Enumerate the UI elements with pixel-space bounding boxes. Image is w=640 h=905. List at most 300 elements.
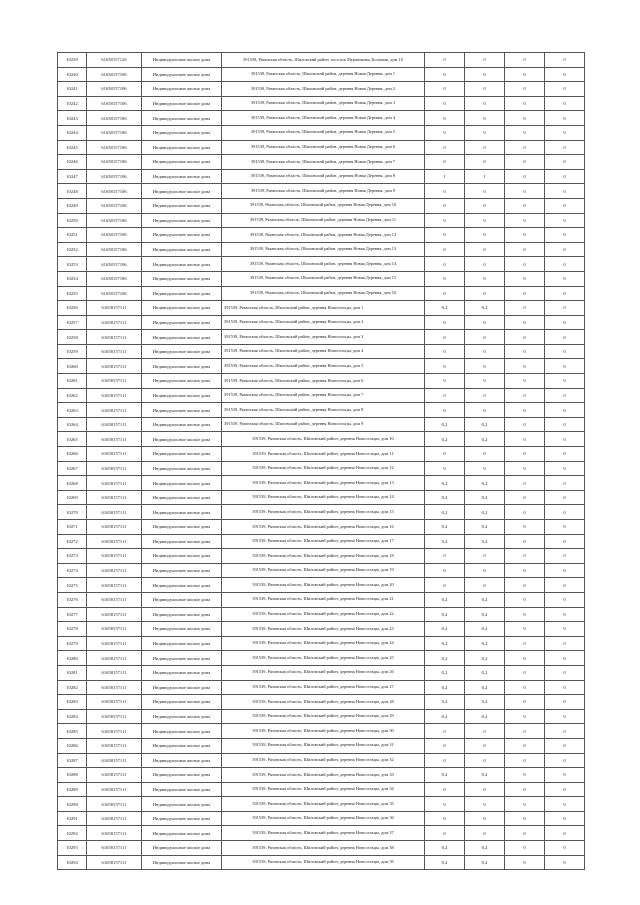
address-cell: 391539, Рязанская область, Шиловский район, деревня Новая Деревня, дом 14	[222, 257, 425, 272]
value-cell-3: 0	[505, 841, 545, 856]
value-cell-4: 0	[545, 301, 585, 316]
value-cell-4: 0	[545, 490, 585, 505]
address-cell: 391539, Рязанская область, Шиловский район, деревня Новосельцы, дом 19	[222, 563, 425, 578]
value-cell-2: 0,2	[465, 680, 505, 695]
row-id-cell: 10284	[58, 709, 87, 724]
value-cell-2: 0	[465, 738, 505, 753]
oktmo-code-cell: 61658157111	[87, 782, 142, 797]
building-type-cell: Индивидуальные жилые дома	[142, 782, 222, 797]
value-cell-4: 0	[545, 96, 585, 111]
row-id-cell: 10260	[58, 359, 87, 374]
building-type-cell: Индивидуальные жилые дома	[142, 359, 222, 374]
value-cell-1: 0	[425, 213, 465, 228]
value-cell-2: 0	[465, 96, 505, 111]
value-cell-1: 0,2	[425, 432, 465, 447]
value-cell-2: 0	[465, 228, 505, 243]
oktmo-code-cell: 61658157106	[87, 125, 142, 140]
value-cell-2: 0	[465, 111, 505, 126]
row-id-cell: 10241	[58, 82, 87, 97]
table-body	[58, 53, 585, 870]
value-cell-3: 0	[505, 213, 545, 228]
value-cell-1: 0	[425, 271, 465, 286]
value-cell-1: 0	[425, 461, 465, 476]
oktmo-code-cell: 61658157111	[87, 768, 142, 783]
value-cell-3: 0	[505, 359, 545, 374]
building-type-cell: Индивидуальные жилые дома	[142, 841, 222, 856]
value-cell-3: 0	[505, 724, 545, 739]
value-cell-3: 0	[505, 228, 545, 243]
value-cell-1: 0	[425, 257, 465, 272]
table-row	[58, 257, 585, 272]
table-row	[58, 724, 585, 739]
value-cell-4: 0	[545, 695, 585, 710]
value-cell-3: 0	[505, 447, 545, 462]
building-type-cell: Индивидуальные жилые дома	[142, 184, 222, 199]
value-cell-3: 0	[505, 67, 545, 82]
row-id-cell: 10294	[58, 855, 87, 870]
value-cell-2: 0	[465, 549, 505, 564]
value-cell-2: 0	[465, 155, 505, 170]
address-cell: 391539, Рязанская область, Шиловский район, деревня Новосельцы, дом 12	[222, 461, 425, 476]
value-cell-3: 0	[505, 476, 545, 491]
value-cell-1: 0	[425, 724, 465, 739]
row-id-cell: 10268	[58, 476, 87, 491]
row-id-cell: 10240	[58, 67, 87, 82]
document-table-container	[57, 52, 584, 870]
value-cell-3: 0	[505, 826, 545, 841]
value-cell-3: 0	[505, 490, 545, 505]
value-cell-4: 0	[545, 271, 585, 286]
oktmo-code-cell: 61658157126	[87, 53, 142, 68]
oktmo-code-cell: 61658157111	[87, 753, 142, 768]
oktmo-code-cell: 61658157111	[87, 374, 142, 389]
table-row	[58, 549, 585, 564]
value-cell-3: 0	[505, 782, 545, 797]
value-cell-2: 0	[465, 315, 505, 330]
address-cell: 391539, Рязанская область, Шиловский район, деревня Новосельцы, дом 6	[222, 374, 425, 389]
value-cell-4: 0	[545, 286, 585, 301]
building-type-cell: Индивидуальные жилые дома	[142, 155, 222, 170]
oktmo-code-cell: 61658157111	[87, 563, 142, 578]
value-cell-1: 0	[425, 184, 465, 199]
oktmo-code-cell: 61658157111	[87, 315, 142, 330]
row-id-cell: 10253	[58, 257, 87, 272]
value-cell-4: 0	[545, 359, 585, 374]
value-cell-1: 0,2	[425, 709, 465, 724]
value-cell-2: 0	[465, 330, 505, 345]
table-row	[58, 782, 585, 797]
table-row	[58, 184, 585, 199]
value-cell-4: 0	[545, 811, 585, 826]
building-type-cell: Индивидуальные жилые дома	[142, 768, 222, 783]
building-type-cell: Индивидуальные жилые дома	[142, 388, 222, 403]
housing-table	[57, 52, 585, 870]
value-cell-1: 0,2	[425, 607, 465, 622]
building-type-cell: Индивидуальные жилые дома	[142, 622, 222, 637]
row-id-cell: 10283	[58, 695, 87, 710]
row-id-cell: 10277	[58, 607, 87, 622]
building-type-cell: Индивидуальные жилые дома	[142, 607, 222, 622]
table-row	[58, 301, 585, 316]
table-row	[58, 359, 585, 374]
building-type-cell: Индивидуальные жилые дома	[142, 330, 222, 345]
value-cell-1: 0	[425, 738, 465, 753]
oktmo-code-cell: 61658157111	[87, 811, 142, 826]
value-cell-3: 0	[505, 665, 545, 680]
value-cell-4: 0	[545, 111, 585, 126]
oktmo-code-cell: 61658157111	[87, 301, 142, 316]
value-cell-3: 0	[505, 82, 545, 97]
value-cell-1: 0	[425, 96, 465, 111]
value-cell-2: 0	[465, 374, 505, 389]
value-cell-3: 0	[505, 417, 545, 432]
value-cell-1: 0,2	[425, 695, 465, 710]
address-cell: 391539, Рязанская область, Шиловский район, деревня Новосельцы, дом 8	[222, 403, 425, 418]
address-cell: 391539, Рязанская область, Шиловский район, деревня Новая Деревня, дом 7	[222, 155, 425, 170]
value-cell-4: 0	[545, 169, 585, 184]
value-cell-3: 0	[505, 155, 545, 170]
table-row	[58, 490, 585, 505]
value-cell-4: 0	[545, 417, 585, 432]
value-cell-1: 0	[425, 403, 465, 418]
row-id-cell: 10256	[58, 301, 87, 316]
value-cell-1: 1	[425, 169, 465, 184]
row-id-cell: 10285	[58, 724, 87, 739]
oktmo-code-cell: 61658157111	[87, 592, 142, 607]
value-cell-1: 0	[425, 359, 465, 374]
value-cell-2: 0	[465, 242, 505, 257]
value-cell-2: 0,2	[465, 665, 505, 680]
table-row	[58, 768, 585, 783]
value-cell-3: 0	[505, 198, 545, 213]
building-type-cell: Индивидуальные жилые дома	[142, 724, 222, 739]
value-cell-1: 0,2	[425, 534, 465, 549]
table-row	[58, 242, 585, 257]
address-cell: 391539, Рязанская область, Шиловский район, деревня Новая Деревня, дом 5	[222, 125, 425, 140]
value-cell-3: 0	[505, 563, 545, 578]
value-cell-2: 0,2	[465, 476, 505, 491]
oktmo-code-cell: 61658157106	[87, 184, 142, 199]
table-row	[58, 636, 585, 651]
row-id-cell: 10247	[58, 169, 87, 184]
value-cell-3: 0	[505, 111, 545, 126]
value-cell-1: 0	[425, 797, 465, 812]
building-type-cell: Индивидуальные жилые дома	[142, 403, 222, 418]
row-id-cell: 10255	[58, 286, 87, 301]
oktmo-code-cell: 61658157106	[87, 271, 142, 286]
value-cell-3: 0	[505, 96, 545, 111]
value-cell-4: 0	[545, 125, 585, 140]
oktmo-code-cell: 61658157106	[87, 198, 142, 213]
row-id-cell: 10254	[58, 271, 87, 286]
table-row	[58, 447, 585, 462]
value-cell-3: 0	[505, 709, 545, 724]
table-row	[58, 169, 585, 184]
value-cell-4: 0	[545, 607, 585, 622]
building-type-cell: Индивидуальные жилые дома	[142, 709, 222, 724]
oktmo-code-cell: 61658157106	[87, 111, 142, 126]
value-cell-1: 0,2	[425, 490, 465, 505]
building-type-cell: Индивидуальные жилые дома	[142, 213, 222, 228]
oktmo-code-cell: 61658157111	[87, 359, 142, 374]
value-cell-2: 0,2	[465, 490, 505, 505]
value-cell-1: 0	[425, 826, 465, 841]
row-id-cell: 10264	[58, 417, 87, 432]
value-cell-3: 0	[505, 578, 545, 593]
address-cell: 391539, Рязанская область, Шиловский район, деревня Новая Деревня, дом 4	[222, 111, 425, 126]
value-cell-2: 0	[465, 388, 505, 403]
row-id-cell: 10288	[58, 768, 87, 783]
value-cell-4: 0	[545, 140, 585, 155]
table-row	[58, 374, 585, 389]
value-cell-2: 0,2	[465, 301, 505, 316]
oktmo-code-cell: 61658157106	[87, 228, 142, 243]
row-id-cell: 10246	[58, 155, 87, 170]
table-row	[58, 505, 585, 520]
value-cell-2: 0	[465, 125, 505, 140]
table-row	[58, 432, 585, 447]
value-cell-2: 0,2	[465, 520, 505, 535]
value-cell-3: 0	[505, 374, 545, 389]
building-type-cell: Индивидуальные жилые дома	[142, 797, 222, 812]
value-cell-4: 0	[545, 67, 585, 82]
value-cell-1: 0,2	[425, 476, 465, 491]
address-cell: 391539, Рязанская область, Шиловский район, деревня Новая Деревня, дом 1	[222, 67, 425, 82]
value-cell-1: 0	[425, 374, 465, 389]
value-cell-2: 0,2	[465, 841, 505, 856]
row-id-cell: 10271	[58, 520, 87, 535]
table-row	[58, 461, 585, 476]
value-cell-3: 0	[505, 534, 545, 549]
value-cell-4: 0	[545, 82, 585, 97]
value-cell-4: 0	[545, 184, 585, 199]
address-cell: 391539, Рязанская область, Шиловский район, деревня Новосельцы, дом 36	[222, 811, 425, 826]
oktmo-code-cell: 61658157111	[87, 578, 142, 593]
row-id-cell: 10262	[58, 388, 87, 403]
value-cell-3: 0	[505, 622, 545, 637]
value-cell-4: 0	[545, 374, 585, 389]
value-cell-4: 0	[545, 622, 585, 637]
value-cell-2: 0,2	[465, 607, 505, 622]
table-row	[58, 417, 585, 432]
value-cell-2: 0	[465, 724, 505, 739]
building-type-cell: Индивидуальные жилые дома	[142, 563, 222, 578]
building-type-cell: Индивидуальные жилые дома	[142, 753, 222, 768]
oktmo-code-cell: 61658157111	[87, 432, 142, 447]
value-cell-4: 0	[545, 520, 585, 535]
value-cell-3: 0	[505, 753, 545, 768]
row-id-cell: 10252	[58, 242, 87, 257]
table-row	[58, 651, 585, 666]
value-cell-3: 0	[505, 738, 545, 753]
address-cell: 391539, Рязанская область, Шиловский район, деревня Новосельцы, дом 21	[222, 592, 425, 607]
building-type-cell: Индивидуальные жилые дома	[142, 169, 222, 184]
value-cell-1: 0	[425, 228, 465, 243]
value-cell-3: 0	[505, 651, 545, 666]
address-cell: 391539, Рязанская область, Шиловский район, деревня Новая Деревня, дом 6	[222, 140, 425, 155]
value-cell-1: 0,2	[425, 505, 465, 520]
value-cell-4: 0	[545, 447, 585, 462]
value-cell-1: 0	[425, 67, 465, 82]
oktmo-code-cell: 61658157111	[87, 388, 142, 403]
value-cell-4: 0	[545, 213, 585, 228]
value-cell-2: 0,2	[465, 695, 505, 710]
value-cell-1: 0,2	[425, 855, 465, 870]
value-cell-3: 0	[505, 505, 545, 520]
value-cell-2: 0	[465, 403, 505, 418]
oktmo-code-cell: 61658157106	[87, 286, 142, 301]
value-cell-4: 0	[545, 476, 585, 491]
address-cell: 391539, Рязанская область, Шиловский район, деревня Новосельцы, дом 16	[222, 520, 425, 535]
value-cell-1: 0,2	[425, 680, 465, 695]
building-type-cell: Индивидуальные жилые дома	[142, 520, 222, 535]
row-id-cell: 10266	[58, 447, 87, 462]
row-id-cell: 10239	[58, 53, 87, 68]
table-row	[58, 403, 585, 418]
table-row	[58, 53, 585, 68]
value-cell-4: 0	[545, 242, 585, 257]
value-cell-2: 0	[465, 447, 505, 462]
address-cell: 391539, Рязанская область, Шиловский район, деревня Новая Деревня, дом 13	[222, 242, 425, 257]
value-cell-3: 0	[505, 768, 545, 783]
address-cell: 391539, Рязанская область, Шиловский район, деревня Новосельцы, дом 25	[222, 651, 425, 666]
row-id-cell: 10259	[58, 344, 87, 359]
building-type-cell: Индивидуальные жилые дома	[142, 315, 222, 330]
building-type-cell: Индивидуальные жилые дома	[142, 242, 222, 257]
value-cell-3: 0	[505, 592, 545, 607]
value-cell-4: 0	[545, 797, 585, 812]
table-row	[58, 753, 585, 768]
value-cell-1: 0	[425, 388, 465, 403]
building-type-cell: Индивидуальные жилые дома	[142, 417, 222, 432]
value-cell-2: 0,2	[465, 417, 505, 432]
value-cell-1: 0,2	[425, 622, 465, 637]
value-cell-3: 0	[505, 432, 545, 447]
value-cell-2: 0	[465, 797, 505, 812]
value-cell-1: 0,2	[425, 636, 465, 651]
address-cell: 391539, Рязанская область, Шиловский район, деревня Новосельцы, дом 5	[222, 359, 425, 374]
value-cell-1: 0	[425, 198, 465, 213]
value-cell-2: 0,2	[465, 651, 505, 666]
building-type-cell: Индивидуальные жилые дома	[142, 680, 222, 695]
address-cell: 391539, Рязанская область, Шиловский район, деревня Новосельцы, дом 2	[222, 315, 425, 330]
value-cell-2: 0	[465, 271, 505, 286]
value-cell-4: 0	[545, 782, 585, 797]
building-type-cell: Индивидуальные жилые дома	[142, 301, 222, 316]
value-cell-3: 0	[505, 520, 545, 535]
value-cell-3: 0	[505, 607, 545, 622]
table-row	[58, 826, 585, 841]
row-id-cell: 10279	[58, 636, 87, 651]
address-cell: 391539, Рязанская область, Шиловский район, деревня Новосельцы, дом 33	[222, 768, 425, 783]
address-cell: 391539, Рязанская область, Шиловский район, деревня Новосельцы, дом 34	[222, 782, 425, 797]
row-id-cell: 10272	[58, 534, 87, 549]
value-cell-3: 0	[505, 286, 545, 301]
table-row	[58, 67, 585, 82]
value-cell-4: 0	[545, 228, 585, 243]
value-cell-1: 0	[425, 140, 465, 155]
value-cell-2: 0,2	[465, 432, 505, 447]
value-cell-3: 0	[505, 461, 545, 476]
row-id-cell: 10263	[58, 403, 87, 418]
row-id-cell: 10278	[58, 622, 87, 637]
address-cell: 391539, Рязанская область, Шиловский район, деревня Новосельцы, дом 11	[222, 447, 425, 462]
value-cell-2: 0,2	[465, 622, 505, 637]
building-type-cell: Индивидуальные жилые дома	[142, 636, 222, 651]
building-type-cell: Индивидуальные жилые дома	[142, 53, 222, 68]
value-cell-1: 0	[425, 111, 465, 126]
address-cell: 391539, Рязанская область, Шиловский район, деревня Новосельцы, дом 14	[222, 490, 425, 505]
table-row	[58, 592, 585, 607]
value-cell-3: 0	[505, 636, 545, 651]
value-cell-4: 0	[545, 315, 585, 330]
value-cell-1: 0	[425, 811, 465, 826]
address-cell: 391539, Рязанская область, Шиловский район, деревня Новая Деревня, дом 11	[222, 213, 425, 228]
oktmo-code-cell: 61658157106	[87, 96, 142, 111]
address-cell: 391539, Рязанская область, Шиловский район, деревня Новая Деревня, дом 9	[222, 184, 425, 199]
address-cell: 391539, Рязанская область, Шиловский район, деревня Новая Деревня, дом 3	[222, 96, 425, 111]
table-row	[58, 388, 585, 403]
value-cell-1: 0,2	[425, 841, 465, 856]
value-cell-1: 0	[425, 125, 465, 140]
table-row	[58, 680, 585, 695]
value-cell-2: 0	[465, 82, 505, 97]
value-cell-3: 0	[505, 271, 545, 286]
value-cell-3: 0	[505, 301, 545, 316]
value-cell-4: 0	[545, 826, 585, 841]
address-cell: 391539, Рязанская область, Шиловский район, деревня Новосельцы, дом 38	[222, 841, 425, 856]
address-cell: 391539, Рязанская область, Шиловский район, деревня Новосельцы, дом 9	[222, 417, 425, 432]
oktmo-code-cell: 61658157111	[87, 417, 142, 432]
value-cell-4: 0	[545, 636, 585, 651]
address-cell: 391539, Рязанская область, Шиловский район, деревня Новосельцы, дом 10	[222, 432, 425, 447]
table-row	[58, 622, 585, 637]
address-cell: 391539, Рязанская область, Шиловский район, деревня Новосельцы, дом 3	[222, 330, 425, 345]
value-cell-2: 0	[465, 359, 505, 374]
value-cell-2: 0	[465, 461, 505, 476]
table-row	[58, 738, 585, 753]
row-id-cell: 10248	[58, 184, 87, 199]
address-cell: 391539, Рязанская область, Шиловский район, деревня Новосельцы, дом 28	[222, 695, 425, 710]
building-type-cell: Индивидуальные жилые дома	[142, 286, 222, 301]
building-type-cell: Индивидуальные жилые дома	[142, 476, 222, 491]
oktmo-code-cell: 61658157111	[87, 724, 142, 739]
value-cell-4: 0	[545, 461, 585, 476]
row-id-cell: 10293	[58, 841, 87, 856]
table-row	[58, 82, 585, 97]
table-row	[58, 578, 585, 593]
value-cell-4: 0	[545, 665, 585, 680]
value-cell-1: 0	[425, 344, 465, 359]
oktmo-code-cell: 61658157106	[87, 155, 142, 170]
address-cell: 391539, Рязанская область, Шиловский район, деревня Новосельцы, дом 20	[222, 578, 425, 593]
address-cell: 391539, Рязанская область, Шиловский район, деревня Новая Деревня, дом 16	[222, 286, 425, 301]
oktmo-code-cell: 61658157106	[87, 169, 142, 184]
value-cell-3: 0	[505, 811, 545, 826]
row-id-cell: 10261	[58, 374, 87, 389]
table-row	[58, 665, 585, 680]
row-id-cell: 10244	[58, 125, 87, 140]
oktmo-code-cell: 61658157111	[87, 665, 142, 680]
address-cell: 391539, Рязанская область, Шиловский район, деревня Новосельцы, дом 1	[222, 301, 425, 316]
row-id-cell: 10274	[58, 563, 87, 578]
table-row	[58, 286, 585, 301]
value-cell-1: 0	[425, 753, 465, 768]
value-cell-4: 0	[545, 432, 585, 447]
building-type-cell: Индивидуальные жилые дома	[142, 125, 222, 140]
value-cell-2: 0	[465, 753, 505, 768]
value-cell-4: 0	[545, 563, 585, 578]
